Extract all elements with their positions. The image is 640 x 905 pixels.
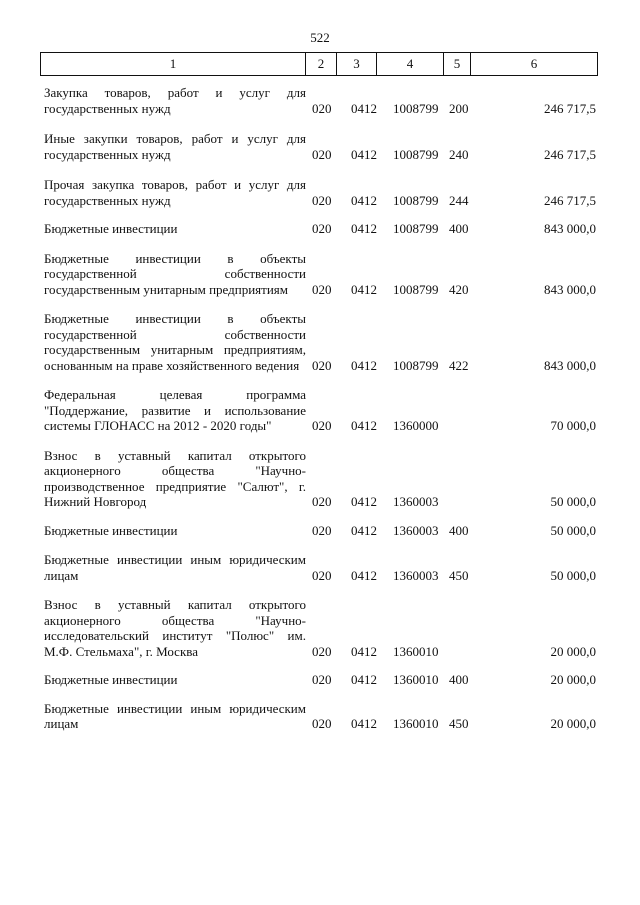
column-header-5: 5 (444, 53, 471, 76)
row-code-expense-type: 450 (449, 716, 469, 731)
row-code-expense-type: 422 (449, 357, 469, 373)
row-description: Бюджетные инвестиции в объекты государственной собственности государственным унитарным предприятиям (44, 250, 306, 297)
row-code-section: 0412 (351, 221, 377, 236)
row-code-expense-type: 244 (449, 192, 469, 208)
row-code-article: 1008799 (393, 146, 439, 162)
column-header-4: 4 (377, 53, 444, 76)
table-row (44, 448, 604, 510)
row-code-section: 0412 (351, 418, 377, 433)
row-code-section: 0412 (351, 716, 377, 731)
table-row (44, 552, 604, 583)
row-code-section: 0412 (351, 567, 377, 583)
table-row (44, 177, 604, 208)
column-header-table (40, 52, 598, 76)
table-row (44, 131, 604, 162)
row-description: Взнос в уставный капитал открытого акционерного общества "Научно-производственное предприятие "Салют", г. Нижний Новгород (44, 447, 306, 509)
row-code-section: 0412 (351, 100, 377, 116)
column-header-6: 6 (471, 53, 598, 76)
row-code-expense-type: 400 (449, 522, 469, 538)
row-amount: 20 000,0 (550, 672, 596, 687)
row-code-section: 0412 (351, 522, 377, 538)
row-code-article: 1008799 (393, 221, 439, 236)
row-code-expense-type: 400 (449, 672, 469, 687)
table-row (44, 387, 604, 434)
row-code-article: 1360003 (393, 522, 439, 538)
row-code-ministry: 020 (312, 567, 332, 583)
row-description: Бюджетные инвестиции иным юридическим лицам (44, 700, 306, 731)
row-code-ministry: 020 (312, 357, 332, 373)
row-code-expense-type: 200 (449, 100, 469, 116)
column-header-1: 1 (41, 53, 306, 76)
row-amount: 20 000,0 (550, 716, 596, 731)
row-amount: 50 000,0 (550, 494, 596, 509)
row-description: Прочая закупка товаров, работ и услуг для государственных нужд (44, 177, 306, 208)
row-amount: 843 000,0 (544, 357, 596, 373)
row-code-ministry: 020 (312, 418, 332, 433)
row-amount: 50 000,0 (550, 522, 596, 538)
row-code-article: 1360000 (393, 418, 439, 433)
budget-rows (44, 85, 604, 732)
table-row (44, 701, 604, 732)
row-code-ministry: 020 (312, 146, 332, 162)
row-description: Бюджетные инвестиции (44, 672, 178, 687)
row-amount: 843 000,0 (544, 221, 596, 236)
row-description: Бюджетные инвестиции (44, 221, 178, 236)
row-description: Бюджетные инвестиции иным юридическим лицам (44, 552, 306, 583)
row-code-ministry: 020 (312, 192, 332, 208)
row-code-section: 0412 (351, 281, 377, 297)
table-row (44, 221, 604, 237)
row-code-article: 1360010 (393, 716, 439, 731)
row-code-section: 0412 (351, 192, 377, 208)
row-code-ministry: 020 (312, 281, 332, 297)
row-amount: 843 000,0 (544, 281, 596, 297)
row-amount: 50 000,0 (550, 567, 596, 583)
row-code-article: 1008799 (393, 281, 439, 297)
table-row (44, 85, 604, 116)
table-row (44, 523, 604, 539)
row-code-expense-type: 400 (449, 221, 469, 236)
row-code-section: 0412 (351, 672, 377, 687)
table-row (44, 597, 604, 659)
row-code-ministry: 020 (312, 643, 332, 659)
row-code-article: 1008799 (393, 100, 439, 116)
row-description: Бюджетные инвестиции в объекты государственной собственности государственным унитарным предприятиям, основанным на праве хозяйственного ведения (44, 311, 306, 373)
row-code-article: 1360003 (393, 567, 439, 583)
row-amount: 20 000,0 (550, 643, 596, 659)
row-amount: 70 000,0 (550, 418, 596, 433)
row-code-ministry: 020 (312, 522, 332, 538)
row-code-article: 1008799 (393, 192, 439, 208)
row-code-article: 1360010 (393, 672, 439, 687)
row-description: Взнос в уставный капитал открытого акционерного общества "Научно-исследовательский институт "Полюс" им. М.Ф. Стельмаха", г. Москва (44, 597, 306, 659)
page-number: 522 (310, 30, 330, 45)
row-code-ministry: 020 (312, 672, 332, 687)
row-description: Закупка товаров, работ и услуг для государственных нужд (44, 85, 306, 116)
row-code-expense-type: 450 (449, 567, 469, 583)
row-code-section: 0412 (351, 643, 377, 659)
row-amount: 246 717,5 (544, 100, 596, 116)
table-row (44, 672, 604, 688)
column-header-row (41, 53, 598, 76)
row-code-article: 1360010 (393, 643, 439, 659)
row-code-ministry: 020 (312, 100, 332, 116)
row-code-article: 1360003 (393, 494, 439, 509)
row-description: Бюджетные инвестиции (44, 522, 178, 538)
column-header-2: 2 (306, 53, 337, 76)
row-code-ministry: 020 (312, 716, 332, 731)
row-code-section: 0412 (351, 146, 377, 162)
row-amount: 246 717,5 (544, 192, 596, 208)
table-row (44, 311, 604, 373)
table-row (44, 251, 604, 298)
row-code-expense-type: 240 (449, 146, 469, 162)
row-code-section: 0412 (351, 357, 377, 373)
row-description: Федеральная целевая программа "Поддержание, развитие и использование системы ГЛОНАСС на 2012 - 2020 годы" (44, 387, 306, 433)
row-amount: 246 717,5 (544, 146, 596, 162)
column-header-3: 3 (337, 53, 377, 76)
row-code-section: 0412 (351, 494, 377, 509)
row-code-ministry: 020 (312, 494, 332, 509)
row-code-expense-type: 420 (449, 281, 469, 297)
row-description: Иные закупки товаров, работ и услуг для государственных нужд (44, 131, 306, 162)
row-code-ministry: 020 (312, 221, 332, 236)
row-code-article: 1008799 (393, 357, 439, 373)
